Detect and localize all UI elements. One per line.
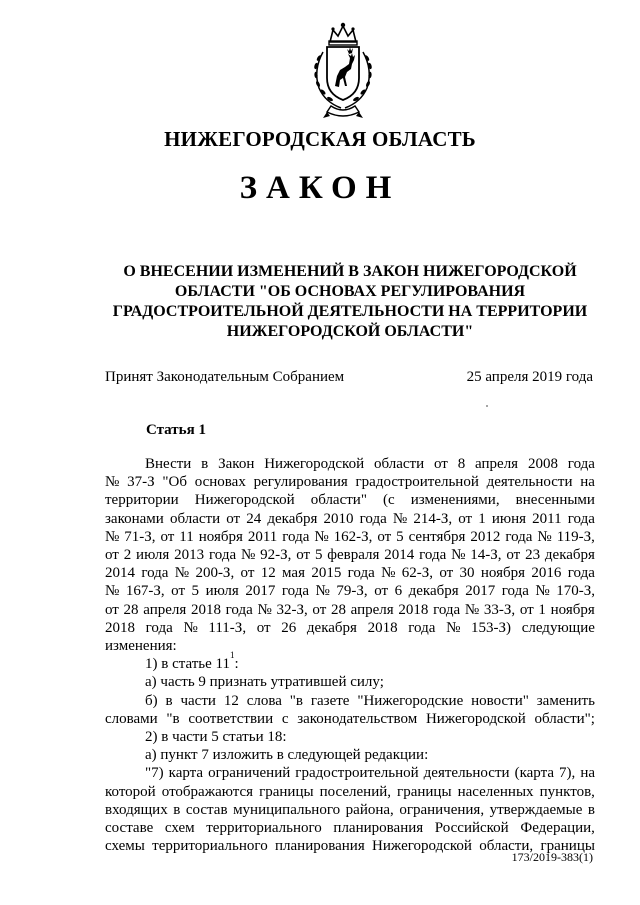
word: в	[165, 692, 173, 709]
word: "в	[289, 692, 303, 709]
word: 5	[396, 528, 404, 545]
word: части	[180, 692, 216, 709]
word: района,	[345, 801, 394, 818]
word: поселений,	[319, 783, 391, 800]
word: мая	[282, 565, 305, 582]
word: 2014	[384, 547, 415, 564]
word: года	[208, 547, 237, 564]
word: Нижегородской	[372, 838, 472, 855]
word: 2018	[190, 601, 221, 618]
word: Внести	[145, 456, 192, 472]
word: 2017	[245, 583, 276, 600]
word: 200-З,	[195, 565, 235, 582]
word: изменениями,	[410, 492, 500, 509]
word: планирования	[275, 838, 365, 855]
word: 6	[394, 583, 403, 600]
word: отображаются	[161, 783, 254, 800]
word: №	[451, 547, 466, 564]
word: ограничения,	[399, 801, 485, 818]
item-1-b-line	[105, 692, 595, 710]
word: градостроительной	[295, 765, 419, 782]
paragraph-line	[105, 473, 595, 491]
article-body	[105, 455, 595, 855]
word: 2018	[105, 619, 135, 636]
word: составе	[105, 820, 154, 837]
word: года	[567, 510, 595, 527]
word: года	[282, 528, 310, 545]
word: от	[160, 528, 175, 545]
word: от	[377, 528, 392, 545]
word: Нижегородской	[264, 456, 365, 472]
word: №	[464, 601, 480, 618]
item-2-a: а) пункт 7 изложить в следующей редакции:	[145, 747, 429, 764]
word: №	[315, 583, 330, 600]
word: 12	[260, 565, 276, 582]
word: от	[226, 510, 241, 527]
word: новости"	[471, 692, 529, 709]
word: ноября	[550, 601, 595, 618]
word: от	[506, 547, 521, 564]
word: границы	[397, 783, 452, 800]
word: июля	[205, 583, 239, 600]
article-heading: Статья 1	[146, 422, 206, 438]
word: следующие	[521, 619, 595, 636]
word: 11	[179, 528, 194, 545]
paragraph-line	[105, 546, 595, 564]
word: 153-З)	[471, 619, 512, 636]
word: 30	[459, 565, 475, 582]
word: года	[347, 565, 375, 582]
quote-line	[105, 801, 595, 819]
word: области	[169, 510, 221, 527]
word: от	[458, 510, 473, 527]
word: года	[433, 601, 461, 618]
word: 26	[281, 619, 297, 636]
word: 62-З,	[401, 565, 434, 582]
word: 2008	[527, 456, 558, 472]
word: основах	[194, 474, 246, 491]
paragraph-line	[105, 601, 595, 619]
word: 2011	[247, 528, 278, 545]
adoption-date: 25 апреля 2019 года	[466, 369, 593, 385]
word: от	[296, 547, 311, 564]
word: апреля	[475, 456, 519, 472]
word: №	[183, 619, 198, 636]
word: которой	[105, 783, 156, 800]
word: "Нижегородские	[357, 692, 464, 709]
word: "7)	[145, 765, 164, 782]
law-title-line: НИЖЕГОРОДСКОЙ ОБЛАСТИ"	[226, 323, 474, 340]
word: года	[281, 583, 310, 600]
word: года	[225, 601, 253, 618]
item-1	[105, 650, 595, 673]
word: 2011	[532, 510, 562, 527]
word: 119-З,	[556, 528, 595, 545]
region-name: НИЖЕГОРОДСКАЯ ОБЛАСТЬ	[164, 127, 476, 151]
word: газете	[310, 692, 350, 709]
word: деятельности	[423, 765, 510, 782]
item-1-a: а) часть 9 признать утратившей силу;	[145, 674, 384, 691]
word: входящих	[105, 801, 168, 818]
law-title-line: О ВНЕСЕНИИ ИЗМЕНЕНИЙ В ЗАКОН НИЖЕГОРОДСКОЙ	[123, 263, 577, 280]
word: 111-З,	[208, 619, 247, 636]
item-1-text: 1) в статье 11	[145, 656, 230, 673]
law-title-line: ГРАДОСТРОИТЕЛЬНОЙ ДЕЯТЕЛЬНОСТИ НА ТЕРРИТОРИИ	[112, 303, 588, 320]
word: Нижегородской	[425, 710, 526, 727]
word: года	[145, 619, 173, 636]
word: от	[439, 565, 454, 582]
word: от	[312, 601, 327, 618]
word: декабря	[306, 619, 357, 636]
word: на	[580, 474, 595, 491]
paragraph-line	[105, 455, 595, 473]
item-1-superscript: 1	[230, 650, 235, 661]
word: от	[171, 583, 185, 600]
word: 2012	[470, 528, 501, 545]
word: №	[105, 583, 120, 600]
word: 2014	[105, 565, 135, 582]
word: 167-З,	[125, 583, 165, 600]
word: области,	[479, 838, 534, 855]
word: декабря	[408, 583, 459, 600]
word: деятельности	[486, 474, 573, 491]
word: года	[567, 456, 595, 472]
word: состав	[185, 801, 228, 818]
word: области"	[310, 492, 367, 509]
word: карта	[168, 765, 204, 782]
quote-line	[105, 783, 595, 801]
word: территориального	[152, 838, 268, 855]
word: области";	[534, 710, 595, 727]
item-2: 2) в части 5 статьи 18:	[145, 729, 287, 746]
word: в	[201, 456, 209, 472]
paragraph-line	[105, 619, 595, 637]
law-title	[100, 262, 600, 342]
word: года	[419, 547, 447, 564]
word: года	[567, 565, 595, 582]
word: №	[257, 601, 272, 618]
word: Федерации,	[520, 820, 595, 837]
quote-line	[105, 764, 595, 782]
word: 1	[478, 510, 486, 527]
word: схемы	[105, 838, 145, 855]
word: года	[501, 583, 529, 600]
word: 7),	[559, 765, 576, 782]
word: от	[256, 619, 271, 636]
word: границы	[259, 783, 314, 800]
word: декабря	[267, 510, 318, 527]
word: градостроительной	[355, 474, 479, 491]
word: регулирования	[253, 474, 348, 491]
word: декабря	[544, 547, 595, 564]
word: "Об	[162, 474, 187, 491]
word: апреля	[350, 601, 394, 618]
paragraph-line: изменения:	[105, 638, 177, 655]
adopted-by: Принят Законодательным Собранием	[105, 369, 345, 385]
paragraph-line	[105, 564, 595, 582]
word: с	[281, 710, 289, 727]
word: 28	[123, 601, 139, 618]
word: от	[374, 583, 389, 600]
word: 2	[123, 547, 132, 564]
word: пунктов,	[539, 783, 595, 800]
word: соответствии	[188, 710, 274, 727]
word: 14-З,	[470, 547, 502, 564]
word: (с	[383, 492, 395, 509]
word: №	[174, 565, 190, 582]
word: №	[535, 583, 550, 600]
word: 2016	[531, 565, 562, 582]
word: года	[505, 528, 533, 545]
word: ноября	[480, 565, 526, 582]
word: на	[580, 765, 595, 782]
word: "в	[166, 710, 180, 727]
word: 24	[246, 510, 262, 527]
word: муниципального	[233, 801, 341, 818]
word: планирования	[333, 820, 424, 837]
word: №	[105, 474, 120, 491]
word: 71-З,	[124, 528, 156, 545]
word: 1	[538, 601, 546, 618]
paragraph-line	[105, 528, 595, 546]
word: сентября	[408, 528, 466, 545]
word: 162-З,	[333, 528, 373, 545]
word: февраля	[327, 547, 380, 564]
word: 79-З,	[336, 583, 368, 600]
word: 2010	[323, 510, 354, 527]
word: заменить	[536, 692, 595, 709]
word: 33-З,	[483, 601, 516, 618]
item-1-suffix: :	[234, 656, 239, 673]
word: 12	[223, 692, 239, 709]
word: 2015	[311, 565, 342, 582]
word: Закон	[218, 456, 255, 472]
paragraph-line	[105, 491, 595, 509]
word: от	[240, 565, 255, 582]
word: №	[446, 619, 461, 636]
coat-of-arms-icon	[297, 20, 389, 128]
word: от	[433, 456, 448, 472]
word: №	[314, 528, 329, 545]
word: апреля	[143, 601, 187, 618]
word: территориального	[206, 820, 322, 837]
word: схем	[164, 820, 195, 837]
word: 2018	[367, 619, 398, 636]
word: 28	[330, 601, 346, 618]
word: 5	[191, 583, 200, 600]
law-title-line: ОБЛАСТИ "ОБ ОСНОВАХ РЕГУЛИРОВАНИЯ	[174, 283, 526, 300]
word: в	[173, 801, 181, 818]
word: законодательством	[297, 710, 418, 727]
word: от	[519, 601, 534, 618]
word: №	[240, 547, 256, 564]
word: Российской	[434, 820, 509, 837]
word: ноября	[198, 528, 243, 545]
word: года	[408, 619, 436, 636]
quote-line	[105, 819, 595, 837]
word: от	[105, 601, 119, 618]
word: №	[392, 510, 408, 527]
word: №	[381, 565, 396, 582]
word: июня	[491, 510, 527, 527]
word: 214-З,	[413, 510, 453, 527]
word: словами	[105, 710, 158, 727]
word: 5	[314, 547, 323, 564]
word: 2013	[174, 547, 205, 564]
word: внесенными	[515, 492, 595, 509]
word: границы	[540, 838, 595, 855]
item-1-b-line	[105, 710, 595, 728]
word: (карта	[514, 765, 554, 782]
word: ограничений	[208, 765, 291, 782]
word: 2018	[398, 601, 429, 618]
word: б)	[145, 692, 158, 709]
word: 92-З,	[260, 547, 292, 564]
document-type: ЗАКОН	[239, 170, 401, 206]
word: Нижегородской	[194, 492, 295, 509]
paragraph-line	[105, 510, 595, 528]
word: №	[105, 528, 120, 545]
word: 8	[457, 456, 466, 472]
word: июля	[136, 547, 170, 564]
word: территории	[105, 492, 179, 509]
scan-speck	[486, 405, 488, 407]
word: от	[105, 547, 119, 564]
word: 37-З	[127, 474, 155, 491]
word: 23	[525, 547, 541, 564]
paragraph-line	[105, 582, 595, 600]
word: года	[359, 510, 387, 527]
word: 32-З,	[276, 601, 308, 618]
word: №	[537, 528, 552, 545]
word: в	[587, 801, 595, 818]
word: утверждаемые	[489, 801, 583, 818]
word: 2017	[465, 583, 496, 600]
document-code: 173/2019-383(1)	[511, 850, 593, 864]
word: года	[141, 565, 169, 582]
word: области	[373, 456, 425, 472]
word: 170-З,	[556, 583, 595, 600]
word: законами	[105, 510, 164, 527]
word: слова	[246, 692, 282, 709]
word: населенных	[457, 783, 534, 800]
